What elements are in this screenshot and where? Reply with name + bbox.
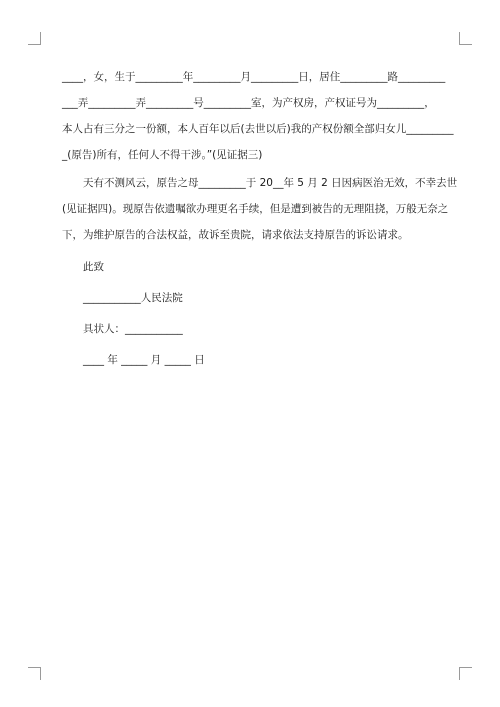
document-body (62, 64, 458, 373)
text-line: ____，女，生于_________年_________月_________日，居住_________路_________ (62, 71, 446, 83)
date-line: ____ 年 _____ 月 _____ 日 (83, 354, 205, 366)
court-line: ___________人民法院 (83, 292, 183, 304)
crop-mark-top-right (459, 32, 472, 45)
text-line: 下，为维护原告的合法权益，故诉至贵院，请求依法支持原告的诉讼请求。 (62, 229, 409, 241)
text-line: 天有不测风云，原告之母_________于 20__年 5 月 2 日因病医治无效，不幸去世 (83, 177, 458, 189)
text-line: ___弄_________弄_________号_________室，为产权房，产权证号为_________， (62, 97, 435, 109)
crop-mark-top-left (28, 32, 41, 45)
paragraph-will-excerpt (62, 64, 454, 168)
crop-mark-bottom-left (28, 667, 41, 680)
text-line: (见证据四)。现原告依遗嘱欲办理更名手续，但是遭到被告的无理阻挠，万般无奈之 (62, 203, 449, 215)
paragraph-facts (62, 170, 458, 248)
text-line: 本人占有三分之一份额，本人百年以后(去世以后)我的产权份额全部归女儿_________ (62, 123, 454, 135)
crop-mark-bottom-right (459, 667, 472, 680)
signature-line: 具状人：___________ (83, 323, 183, 335)
closing-salutation: 此致 (83, 261, 104, 273)
text-line: _(原告)所有，任何人不得干涉。”(见证据三) (62, 149, 263, 161)
